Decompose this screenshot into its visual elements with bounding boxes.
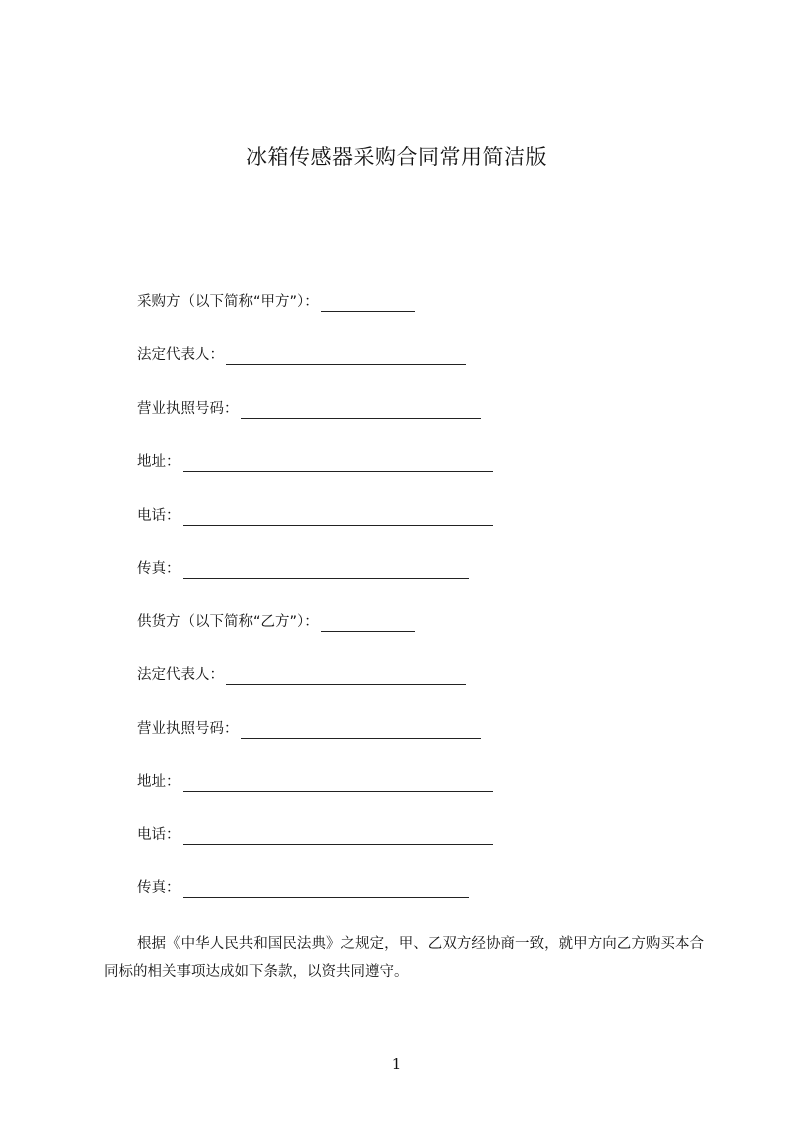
party-a-license-label: 营业执照号码：	[137, 401, 239, 417]
party-a-legal-rep-field	[137, 345, 466, 365]
party-b-phone-label: 电话：	[137, 827, 181, 843]
party-b-phone-blank	[183, 829, 493, 845]
party-b-license-blank	[241, 723, 481, 739]
party-b-address-blank	[183, 776, 493, 792]
document-title: 冰箱传感器采购合同常用简洁版	[246, 145, 547, 169]
party-b-fax-field	[137, 878, 469, 898]
party-a-heading-field	[137, 292, 415, 312]
party-b-address-label: 地址：	[137, 774, 181, 790]
party-b-license-field	[137, 719, 481, 739]
party-b-legal-rep-label: 法定代表人：	[137, 667, 224, 683]
party-a-address-field	[137, 452, 493, 472]
party-a-fax-field	[137, 559, 469, 579]
party-a-fax-label: 传真：	[137, 561, 181, 577]
party-a-phone-label: 电话：	[137, 508, 181, 524]
party-b-legal-rep-field	[137, 665, 466, 685]
intro-paragraph: 根据《中华人民共和国民法典》之规定，甲、乙双方经协商一致，就甲方向乙方购买本合同标的相关事项达成如下条款，以资共同遵守。	[104, 936, 704, 980]
party-a-phone-blank	[183, 510, 493, 526]
party-b-name-blank	[321, 616, 415, 632]
party-a-heading-label: 采购方（以下简称“甲方”）：	[137, 294, 319, 310]
party-a-address-label: 地址：	[137, 454, 181, 470]
party-b-address-field	[137, 772, 493, 792]
party-a-license-field	[137, 399, 481, 419]
party-a-license-blank	[241, 403, 481, 419]
party-b-heading-field	[137, 612, 415, 632]
party-a-address-blank	[183, 456, 493, 472]
party-a-legal-rep-label: 法定代表人：	[137, 347, 224, 363]
party-b-fax-label: 传真：	[137, 880, 181, 896]
party-a-phone-field	[137, 506, 493, 526]
party-b-heading-label: 供货方（以下简称“乙方”）：	[137, 614, 319, 630]
party-b-legal-rep-blank	[226, 669, 466, 685]
party-b-fax-blank	[183, 882, 469, 898]
party-b-license-label: 营业执照号码：	[137, 721, 239, 737]
party-b-phone-field	[137, 825, 493, 845]
party-a-fax-blank	[183, 563, 469, 579]
page-number: 1	[391, 1055, 402, 1073]
party-a-legal-rep-blank	[226, 349, 466, 365]
party-a-name-blank	[321, 296, 415, 312]
